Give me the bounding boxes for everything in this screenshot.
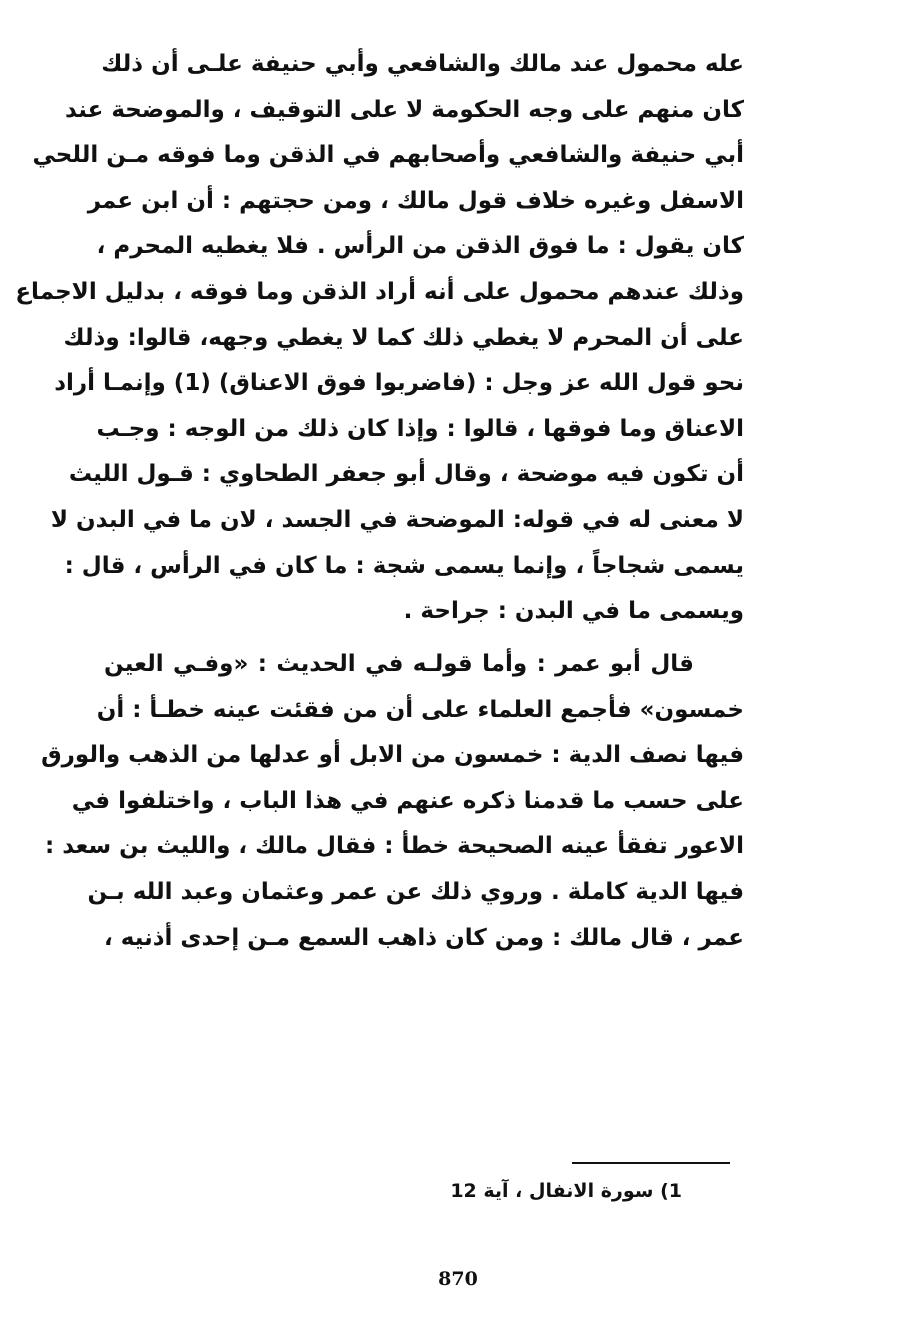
page-number: 870: [438, 1268, 478, 1290]
text-line: كان يقول : ما فوق الذقن من الرأس . فلا يغطيه المحرم ،: [96, 233, 744, 260]
paragraph-1: [15, 42, 744, 635]
text-line: فيها نصف الدية : خمسون من الابل أو عدلها من الذهب والورق: [41, 742, 744, 769]
text-line: فيها الدية كاملة . وروي ذلك عن عمر وعثمان وعبد الله بـن: [87, 878, 744, 905]
text-line: يسمى شجاجاً ، وإنما يسمى شجة : ما كان في الرأس ، قال :: [64, 552, 744, 579]
text-line: ويسمى ما في البدن : جراحة .: [403, 598, 744, 625]
text-line: نحو قول الله عز وجل : (فاضربوا فوق الاعناق) (1) وإنمـا أراد: [54, 370, 744, 397]
text-line: على حسب ما قدمنا ذكره عنهم في هذا الباب ، واختلفوا في: [71, 787, 744, 814]
text-line: عمر ، قال مالك : ومن كان ذاهب السمع مـن إحدى أذنيه ،: [104, 924, 744, 951]
text-line: خمسون» فأجمع العلماء على أن من فقئت عينه خطـأ : أن: [96, 696, 744, 723]
text-line: لا معنى له في قوله: الموضحة في الجسد ، لان ما في البدن لا: [50, 506, 744, 533]
text-line: وذلك عندهم محمول على أنه أراد الذقن وما فوقه ، بدليل الاجماع: [15, 278, 744, 305]
text-line: قال أبو عمر : وأما قولـه في الحديث : «وفـي العين: [104, 651, 694, 677]
paragraph-2: [41, 642, 744, 961]
text-line: أن تكون فيه موضحة ، وقال أبو جعفر الطحاوي : قـول الليث: [68, 461, 744, 488]
text-line: عله محمول عند مالك والشافعي وأبي حنيفة علـى أن ذلك: [101, 51, 744, 77]
text-line: كان منهم على وجه الحكومة لا على التوقيف ، والموضحة عند: [64, 96, 744, 123]
footnote: 1) سورة الانفال ، آية 12: [450, 1180, 682, 1202]
text-line: الاعور تفقأ عينه الصحيحة خطأ : فقال مالك ، والليث بن سعد :: [44, 833, 744, 860]
text-line: على أن المحرم لا يغطي ذلك كما لا يغطي وجهه، قالوا: وذلك: [63, 324, 744, 351]
text-line: أبي حنيفة والشافعي وأصحابهم في الذقن وما فوقه مـن اللحي: [32, 142, 744, 169]
footnote-divider: [572, 1162, 730, 1164]
text-line: الاسفل وغيره خلاف قول مالك ، ومن حجتهم : أن ابن عمر: [87, 187, 744, 214]
text-line: الاعناق وما فوقها ، قالوا : وإذا كان ذلك من الوجه : وجـب: [96, 415, 744, 442]
